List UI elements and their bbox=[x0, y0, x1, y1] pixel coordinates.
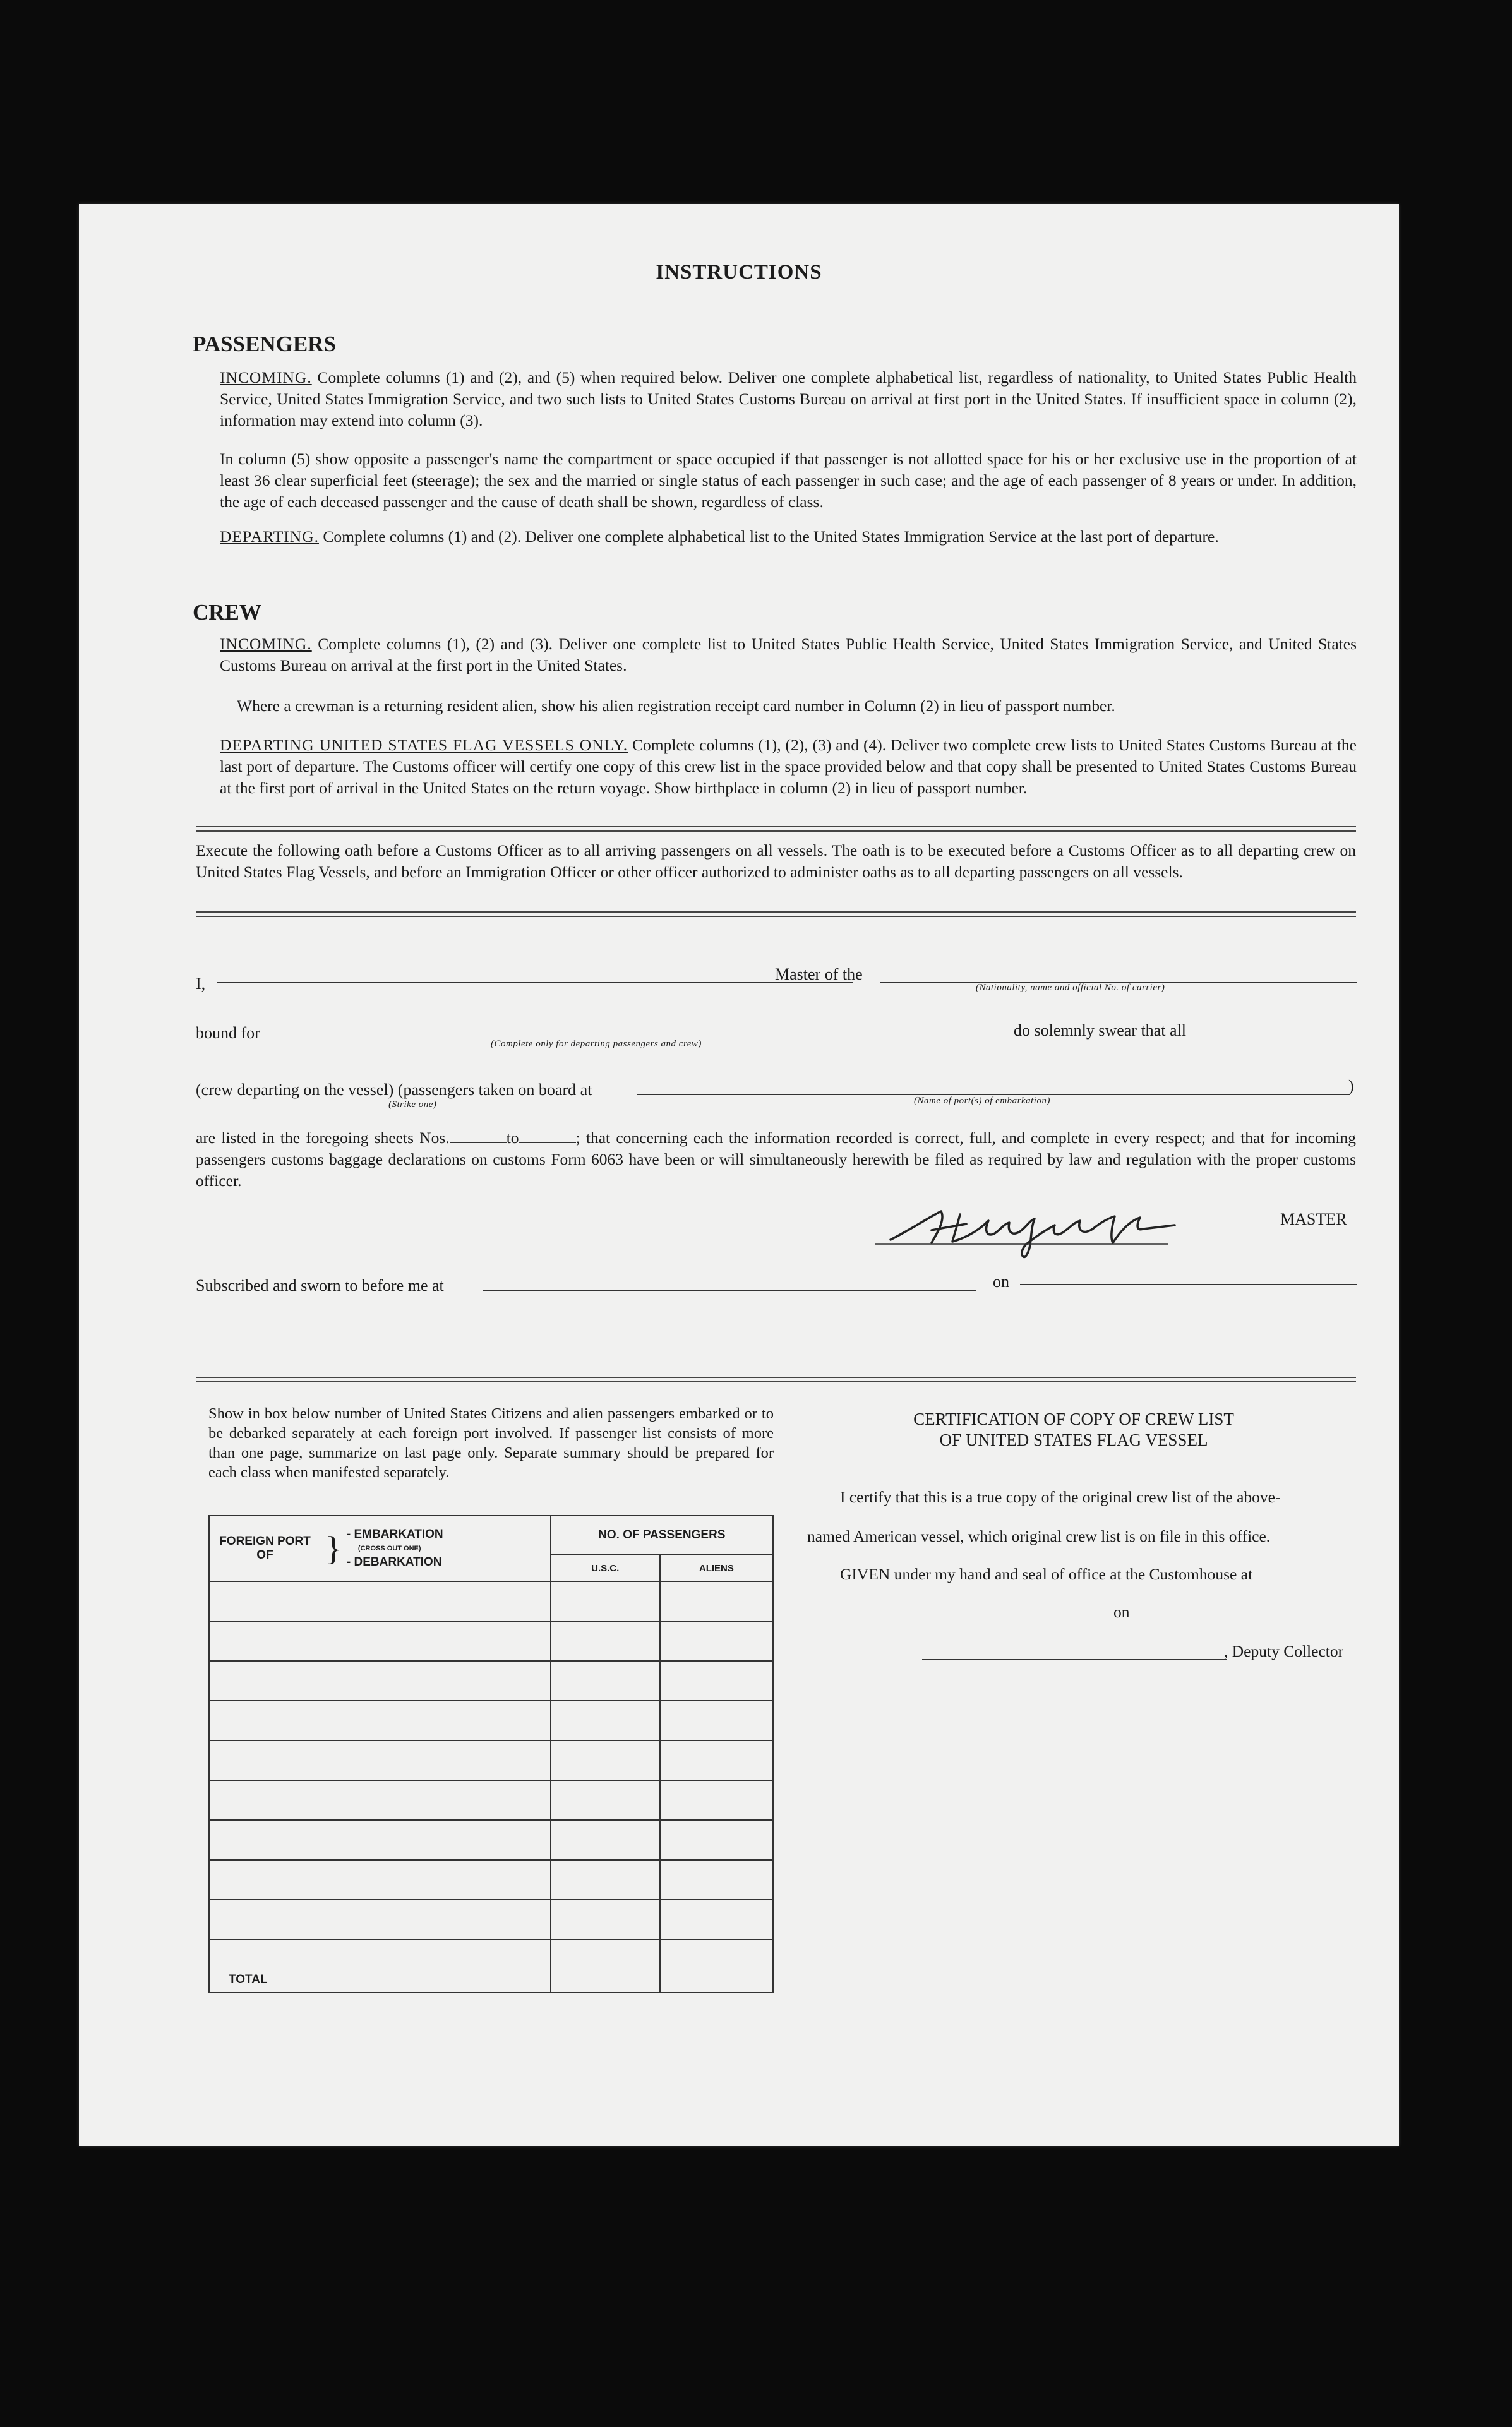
port-cell[interactable] bbox=[209, 1661, 551, 1701]
usc-total-cell[interactable] bbox=[551, 1939, 660, 1993]
aliens-cell[interactable] bbox=[660, 1820, 773, 1860]
crew-departing-paragraph bbox=[220, 734, 1357, 799]
embarkation-port-field[interactable] bbox=[637, 1094, 1350, 1095]
port-header-cell bbox=[209, 1516, 551, 1581]
port-cell[interactable] bbox=[209, 1621, 551, 1661]
certification-title-line2: OF UNITED STATES FLAG VESSEL bbox=[939, 1430, 1208, 1449]
port-cell[interactable] bbox=[209, 1780, 551, 1820]
sworn-on-label: on bbox=[993, 1273, 1009, 1291]
aliens-total-cell[interactable] bbox=[660, 1939, 773, 1993]
sheet-from-field[interactable] bbox=[450, 1142, 507, 1143]
passengers-column5-paragraph: In column (5) show opposite a passenger's name the compartment or space occupied if that passenger is not allotted space for his or her exclusive use in the proportion of at least 36 clear superficial feet (steerage); the sex and the married or single status of each passenger in such case; and the age of each passenger of 8 years or under. In addition, the age of each deceased passenger and the cause of death shall be shown, regardless of class. bbox=[220, 450, 1357, 511]
master-of-label: Master of the bbox=[775, 965, 863, 983]
passengers-heading: PASSENGERS bbox=[193, 332, 336, 356]
crew-heading: CREW bbox=[193, 600, 261, 625]
port-cell[interactable] bbox=[209, 1581, 551, 1621]
divider bbox=[196, 826, 1356, 832]
total-cell bbox=[209, 1939, 551, 1993]
carrier-caption: (Nationality, name and official No. of carrier) bbox=[976, 983, 1165, 993]
usc-cell[interactable] bbox=[551, 1860, 660, 1900]
aliens-cell[interactable] bbox=[660, 1581, 773, 1621]
i-label: I, bbox=[196, 974, 206, 993]
passengers-incoming-paragraph bbox=[220, 367, 1357, 431]
usc-cell[interactable] bbox=[551, 1661, 660, 1701]
form-sheet bbox=[79, 204, 1399, 2146]
port-cell[interactable] bbox=[209, 1701, 551, 1741]
total-label: TOTAL bbox=[229, 1973, 268, 1986]
aliens-cell[interactable] bbox=[660, 1661, 773, 1701]
cert-on-label: on bbox=[1113, 1603, 1130, 1621]
listed-text-b: ; that concerning each the information recorded is correct, full, and complete in every respect; and that for incoming passengers customs baggage declarations on customs Form 6063 have been or will simultaneously herewith be filed as required by law and regulation with the proper customs officer. bbox=[196, 1129, 1356, 1190]
certification-title-line1: CERTIFICATION OF COPY OF CREW LIST bbox=[913, 1410, 1234, 1429]
passengers-departing-text: Complete columns (1) and (2). Deliver one complete alphabetical list to the United States Immigration Service at the last port of departure. bbox=[323, 527, 1219, 546]
divider bbox=[196, 911, 1356, 917]
aliens-cell[interactable] bbox=[660, 1701, 773, 1741]
port-cell[interactable] bbox=[209, 1860, 551, 1900]
usc-cell[interactable] bbox=[551, 1780, 660, 1820]
sworn-location-field[interactable] bbox=[483, 1290, 976, 1291]
aliens-header: ALIENS bbox=[660, 1555, 773, 1581]
aliens-cell[interactable] bbox=[660, 1621, 773, 1661]
embarkation-label: - EMBARKATION bbox=[346, 1528, 443, 1541]
listed-paragraph bbox=[196, 1127, 1356, 1192]
foreign-port-label: FOREIGN PORT OF bbox=[219, 1535, 311, 1562]
listed-to: to bbox=[506, 1129, 519, 1147]
page-title: INSTRUCTIONS bbox=[656, 261, 822, 284]
crew-departing-text: Complete columns (1), (2), (3) and (4). Deliver two complete crew lists to United States Customs Bureau at the last port of departure. The Customs officer will certify one copy of this crew list in the space provided below and that copy shall be presented to United States Customs Bureau at the first port of arrival in the United States on the return voyage. Show birthplace in column (2) in lieu of passport number. bbox=[220, 736, 1357, 797]
crew-departing-text: (crew departing on the vessel) (passengers taken on board at bbox=[196, 1081, 592, 1099]
aliens-cell[interactable] bbox=[660, 1900, 773, 1939]
brace-icon: } bbox=[325, 1530, 342, 1567]
given-text: GIVEN under my hand and seal of office at the Customhouse at bbox=[840, 1565, 1253, 1583]
passengers-departing-lead: DEPARTING. bbox=[220, 527, 319, 546]
master-signature bbox=[872, 1192, 1200, 1262]
master-label: MASTER bbox=[1280, 1210, 1347, 1228]
strike-caption: (Strike one) bbox=[388, 1100, 437, 1110]
deputy-collector-label: , Deputy Collector bbox=[1224, 1642, 1344, 1660]
deputy-collector-field[interactable] bbox=[922, 1659, 1227, 1660]
port-cell[interactable] bbox=[209, 1820, 551, 1860]
passengers-departing-paragraph bbox=[220, 526, 1357, 548]
certify-line1: I certify that this is a true copy of the original crew list of the above- bbox=[840, 1488, 1281, 1506]
usc-cell[interactable] bbox=[551, 1741, 660, 1780]
divider bbox=[196, 1377, 1356, 1382]
sheet-to-field[interactable] bbox=[519, 1142, 576, 1143]
aliens-cell[interactable] bbox=[660, 1780, 773, 1820]
port-cell[interactable] bbox=[209, 1900, 551, 1939]
aliens-cell[interactable] bbox=[660, 1741, 773, 1780]
oath-instructions: Execute the following oath before a Customs Officer as to all arriving passengers on all vessels. The oath is to be executed before a Customs Officer as to all departing crew on United States Flag Vessels, and before an Immigration Officer or other officer authorized to administer oaths as to all departing passengers on all vessels. bbox=[196, 841, 1356, 881]
usc-cell[interactable] bbox=[551, 1701, 660, 1741]
master-name-field[interactable] bbox=[217, 982, 853, 983]
passenger-summary-table bbox=[208, 1515, 774, 1993]
usc-cell[interactable] bbox=[551, 1621, 660, 1661]
cross-out-label: (CROSS OUT ONE) bbox=[357, 1545, 421, 1552]
close-paren: ) bbox=[1348, 1077, 1354, 1095]
crew-resident-paragraph: Where a crewman is a returning resident alien, show his alien registration receipt card number in Column (2) in lieu of passport number. bbox=[237, 697, 1115, 715]
usc-cell[interactable] bbox=[551, 1581, 660, 1621]
bound-for-caption: (Complete only for departing passengers and crew) bbox=[491, 1039, 702, 1049]
ports-caption: (Name of port(s) of embarkation) bbox=[914, 1096, 1050, 1106]
passengers-incoming-text: Complete columns (1) and (2), and (5) when required below. Deliver one complete alphabetical list, regardless of nationality, to United States Public Health Service, United States Immigration Service, and two such lists to United States Customs Bureau on arrival at first port in the United States. If insufficient space in column (2), information may extend into column (3). bbox=[220, 368, 1357, 429]
certify-line2: named American vessel, which original crew list is on file in this office. bbox=[807, 1527, 1271, 1545]
debarkation-label: - DEBARKATION bbox=[346, 1555, 442, 1569]
crew-incoming-text: Complete columns (1), (2) and (3). Deliver one complete list to United States Public Health Service, United States Immigration Service, and United States Customs Bureau on arrival at the first port in the United States. bbox=[220, 635, 1357, 674]
aliens-cell[interactable] bbox=[660, 1860, 773, 1900]
bound-for-label: bound for bbox=[196, 1024, 260, 1042]
listed-text-a: are listed in the foregoing sheets Nos. bbox=[196, 1129, 450, 1147]
swear-text: do solemnly swear that all bbox=[1014, 1021, 1186, 1040]
port-cell[interactable] bbox=[209, 1741, 551, 1780]
crew-departing-lead: DEPARTING UNITED STATES FLAG VESSELS ONLY. bbox=[220, 736, 628, 754]
usc-header: U.S.C. bbox=[551, 1555, 660, 1581]
no-passengers-header: NO. OF PASSENGERS bbox=[551, 1516, 773, 1555]
summary-instructions: Show in box below number of United States Citizens and alien passengers embarked or to be debarked separately at each foreign port involved. If passenger list consists of more than one page, summarize on last page only. Separate summary should be prepared for each class when manifested separately. bbox=[208, 1405, 774, 1481]
certification-title bbox=[805, 1409, 1342, 1451]
subscribed-label: Subscribed and sworn to before me at bbox=[196, 1276, 444, 1295]
crew-incoming-lead: INCOMING. bbox=[220, 635, 312, 653]
usc-cell[interactable] bbox=[551, 1900, 660, 1939]
crew-incoming-paragraph bbox=[220, 633, 1357, 676]
usc-cell[interactable] bbox=[551, 1820, 660, 1860]
sworn-date-field[interactable] bbox=[1020, 1284, 1357, 1285]
passengers-incoming-lead: INCOMING. bbox=[220, 368, 312, 387]
